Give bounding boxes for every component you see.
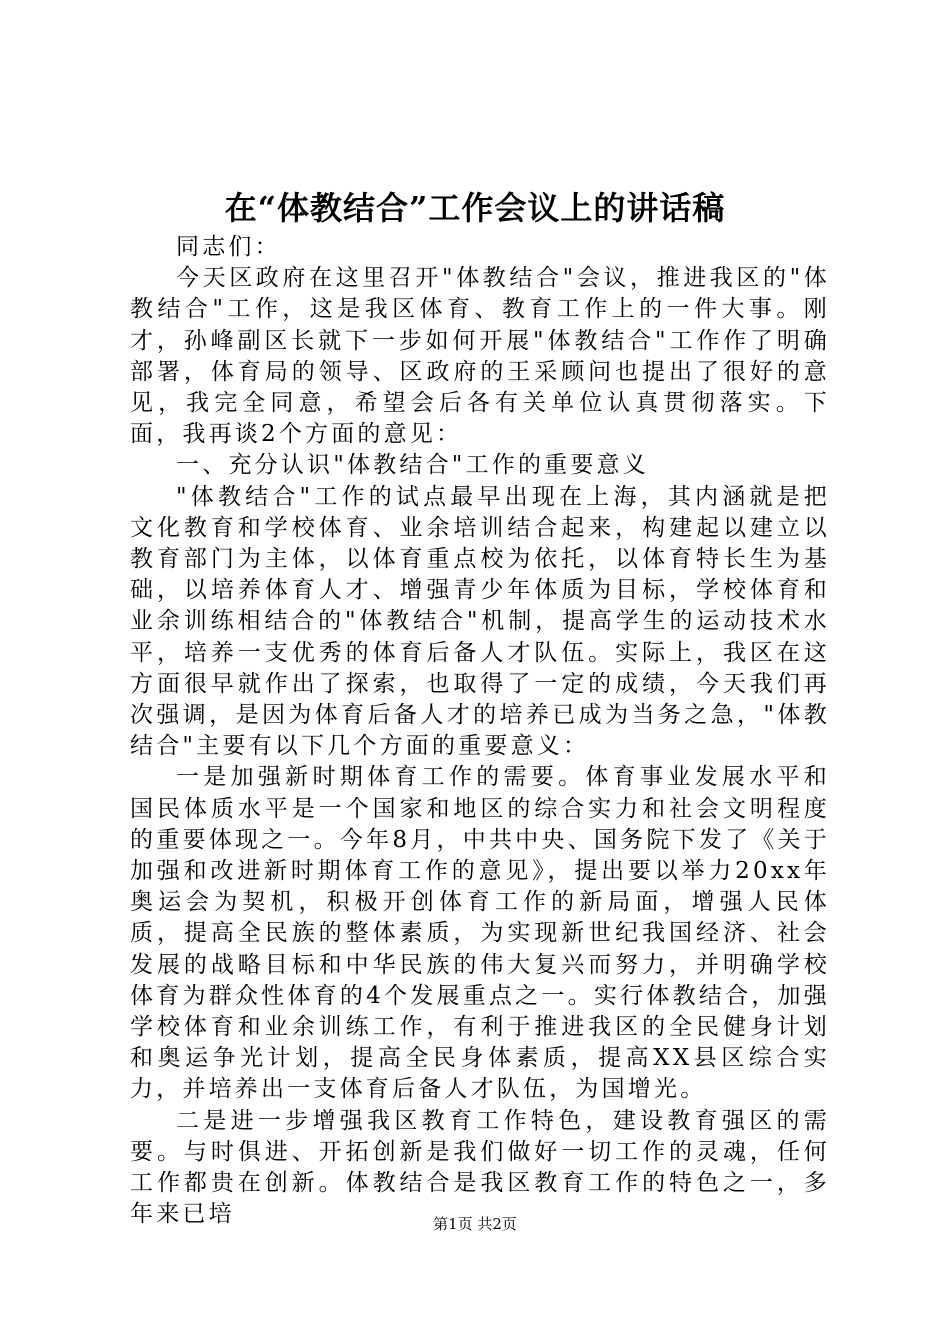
document-title: 在“体教结合”工作会议上的讲话稿 — [224, 189, 726, 227]
body-paragraph: 二是进一步增强我区教育工作特色，建设教育强区的需要。与时俱进、开拓创新是我们做好一切工作的灵魂，任何工作都贵在创新。体教结合是我区教育工作的特色之一，多年来已培 — [130, 1107, 830, 1228]
body-paragraph: 一是加强新时期体育工作的需要。体育事业发展水平和国民体质水平是一个国家和地区的综合实力和社会文明程度的重要体现之一。今年8月，中共中央、国务院下发了《关于加强和改进新时期体育工作的意见》，提出要以举力20xx年奥运会为契机，积极开创体育工作的新局面，增强人民体质，提高全民族的整体素质，为实现新世纪我国经济、社会发展的战略目标和中华民族的伟大复兴而努力，并明确学校体育为群众性体育的4个发展重点之一。实行体教结合，加强学校体育和业余训练工作，有利于推进我区的全民健身计划和奥运争光计划，提高全民身体素质，提高XX县区综合实力，并培养出一支体育后备人才队伍，为国增光。 — [130, 764, 830, 1103]
salutation-paragraph: 同志们： — [176, 234, 281, 260]
body-paragraph: 今天区政府在这里召开"体教结合"会议，推进我区的"体教结合"工作，这是我区体育、教育工作上的一件大事。刚才，孙峰副区长就下一步如何开展"体教结合"工作作了明确部署，体育局的领导、区政府的王采顾问也提出了很好的意见，我完全同意，希望会后各有关单位认真贯彻落实。下面，我再谈2个方面的意见： — [130, 265, 830, 448]
document-body — [130, 232, 830, 1231]
page-number-footer: 第1页 共2页 — [433, 1215, 517, 1233]
body-paragraph: "体教结合"工作的试点最早出现在上海，其内涵就是把文化教育和学校体育、业余培训结合起来，构建起以建立以教育部门为主体，以体育重点校为依托，以体育特长生为基础，以培养体育人才、增强青少年体质为目标，学校体育和业余训练相结合的"体教结合"机制，提高学生的运动技术水平，培养一支优秀的体育后备人才队伍。实际上，我区在这方面很早就作出了探索，也取得了一定的成绩，今天我们再次强调，是因为体育后备人才的培养已成为当务之急，"体教结合"主要有以下几个方面的重要意义： — [130, 483, 830, 760]
section-heading: 一、充分认识"体教结合"工作的重要意义 — [176, 452, 649, 479]
